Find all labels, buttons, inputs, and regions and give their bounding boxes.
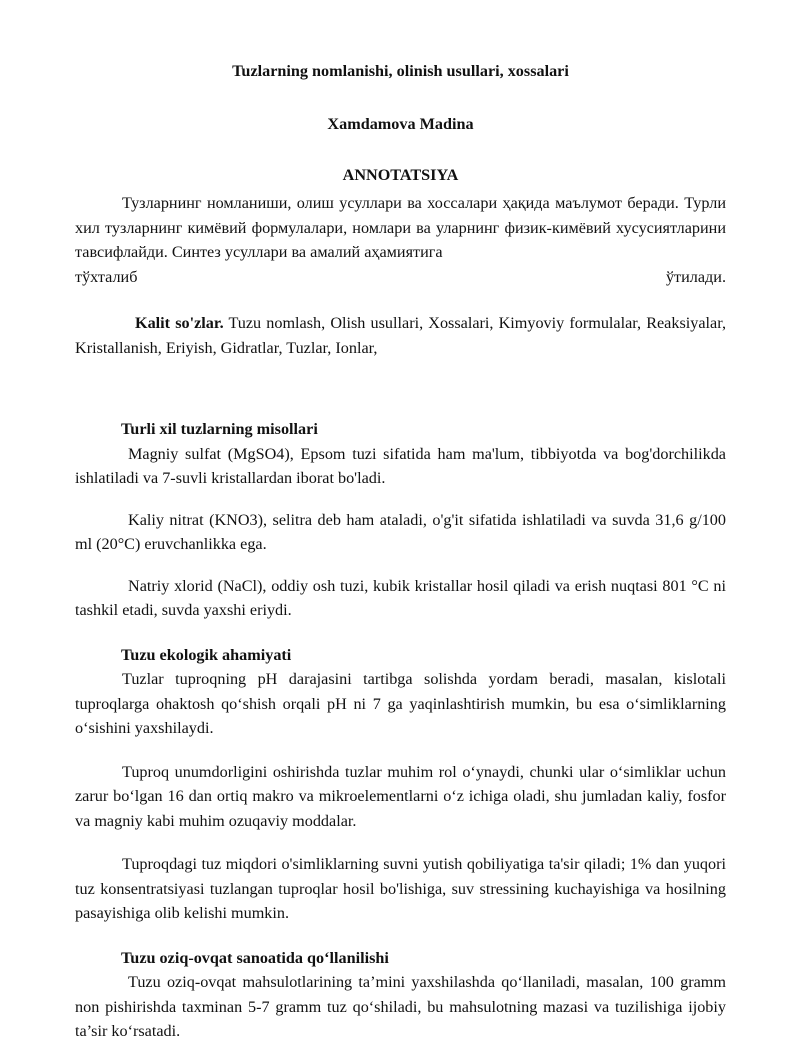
document-page bbox=[75, 62, 726, 1044]
annotation-heading: ANNOTATSIYA bbox=[342, 166, 459, 184]
annotation-last-left: тўхталиб bbox=[75, 267, 138, 286]
section-paragraph: Kaliy nitrat (KNO3), selitra deb ham ataladi, o'g'it sifatida ishlatiladi va suvda 31,6 g/100 ml (20°C) eruvchanlikka ega. bbox=[75, 510, 726, 553]
section-heading-food-industry: Tuzu oziq-ovqat sanoatida qo‘llanilishi bbox=[121, 948, 389, 967]
section-heading-examples: Turli xil tuzlarning misollari bbox=[121, 420, 318, 438]
section-heading-ecology: Tuzu ekologik ahamiyati bbox=[121, 645, 292, 664]
keywords-label: Kalit so'zlar. bbox=[135, 314, 224, 332]
section-paragraph: Natriy xlorid (NaCl), oddiy osh tuzi, kubik kristallar hosil qiladi va erish nuqtasi 801 °C ni tashkil etadi, suvda yaxshi eriydi. bbox=[75, 576, 726, 619]
section-paragraph: Magniy sulfat (MgSO4), Epsom tuzi sifatida ham ma'lum, tibbiyotda va bog'dorchilikda ishlatiladi va 7-suvli kristallardan iborat bo'ladi. bbox=[75, 444, 726, 487]
section-paragraph: Tuzlar tuproqning pH darajasini tartibga solishda yordam beradi, masalan, kislotali tuproqlarga ohaktosh qo‘shish orqali pH ni 7 ga yaqinlashtirish mumkin, bu esa o‘simliklarning o‘sishini yaxshilaydi. bbox=[75, 670, 726, 737]
section-paragraph: Tuproqdagi tuz miqdori o'simliklarning suvni yutish qobiliyatiga ta'sir qiladi; 1% dan yuqori tuz konsentratsiyasi tuzlangan tuproqlar hosil bo'lishiga, suv stressining kuchayishiga va hosilning pasayishiga olib kelishi mumkin. bbox=[75, 855, 726, 922]
annotation-last-right: ўтилади. bbox=[665, 267, 726, 286]
keywords-text: Tuzu nomlash, Olish usullari, Xossalari, Kimyoviy formulalar, Reaksiyalar, Kristallanish, Eriyish, Gidratlar, Tuzlar, Ionlar, bbox=[75, 314, 727, 357]
keywords-paragraph bbox=[75, 311, 726, 360]
section-paragraph: Tuproq unumdorligini oshirishda tuzlar muhim rol o‘ynaydi, chunki ular o‘simliklar uchun zarur bo‘lgan 16 dan ortiq makro va mikroelementlarni o‘z ichiga oladi, shu jumladan kaliy, fosfor va magniy kabi muhim ozuqaviy moddalar. bbox=[75, 762, 726, 830]
section-paragraph: Tuzu oziq-ovqat mahsulotlarining ta’mini yaxshilashda qo‘llaniladi, masalan, 100 gramm non pishirishda taxminan 5-7 gramm tuz qo‘shiladi, bu mahsulotning mazasi va tuzilishiga ijobiy ta’sir ko‘rsatadi. bbox=[75, 973, 726, 1040]
annotation-text: Тузларнинг номланиши, олиш усуллари ва хоссалари ҳақида маълумот беради. Турли хил тузларнинг кимёвий формулалари, номлари ва уларнинг физик-кимёвий хусусиятларини тавсифлайди. Синтез усуллари ва амалий аҳамиятига bbox=[75, 194, 726, 261]
author-name: Xamdamova Madina bbox=[327, 115, 474, 133]
paper-title: Tuzlarning nomlanishi, olinish usullari, xossalari bbox=[232, 62, 569, 80]
annotation-last-line bbox=[75, 265, 726, 290]
